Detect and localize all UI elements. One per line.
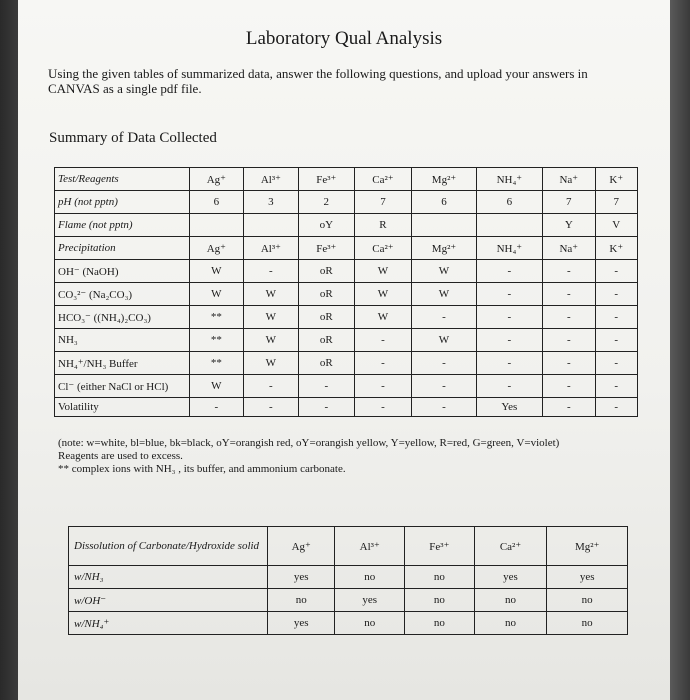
row-label: pH (not pptn) <box>55 191 190 214</box>
table-cell: Fe³⁺ <box>299 168 354 191</box>
table-cell: K⁺ <box>595 168 638 191</box>
table-cell: oR <box>299 260 354 283</box>
table-cell: Ca²⁺ <box>474 527 547 566</box>
table-cell <box>190 214 244 237</box>
table-cell: 6 <box>190 191 244 214</box>
table-cell: - <box>476 329 543 352</box>
table-cell: - <box>243 260 298 283</box>
table-row <box>55 375 638 398</box>
table-cell: no <box>268 589 335 612</box>
table-cell: - <box>476 260 543 283</box>
table-row <box>55 398 638 417</box>
row-label: Test/Reagents <box>55 168 190 191</box>
table-cell: W <box>190 283 244 306</box>
table-cell: oY <box>299 214 354 237</box>
row-label: w/NH₃ <box>69 566 268 589</box>
table-cell: no <box>547 589 628 612</box>
table-cell: - <box>595 260 638 283</box>
row-label: HCO₃⁻ ((NH₄)₂CO₃) <box>55 306 190 329</box>
table-cell: NH₄⁺ <box>476 237 543 260</box>
table-cell: W <box>190 260 244 283</box>
table-cell: Ca²⁺ <box>354 168 412 191</box>
table-cell: Ca²⁺ <box>354 237 412 260</box>
table-cell: - <box>243 375 298 398</box>
table-cell: K⁺ <box>595 237 638 260</box>
table-cell: Mg²⁺ <box>412 237 476 260</box>
table-header-row <box>55 168 638 191</box>
table-cell: - <box>299 375 354 398</box>
table-cell: ** <box>190 306 244 329</box>
table-cell: - <box>412 306 476 329</box>
table-cell: W <box>412 283 476 306</box>
table-cell: - <box>543 352 595 375</box>
row-label: NH₃ <box>55 329 190 352</box>
table-row <box>55 352 638 375</box>
table-cell: Al³⁺ <box>243 168 298 191</box>
table-row <box>69 566 628 589</box>
table-row <box>55 283 638 306</box>
table-cell: Ag⁺ <box>190 168 244 191</box>
table-cell: W <box>243 329 298 352</box>
table-cell: - <box>299 398 354 417</box>
table-cell: no <box>335 612 405 635</box>
table-cell: 6 <box>412 191 476 214</box>
table-cell: no <box>405 566 475 589</box>
table-cell: Y <box>543 214 595 237</box>
row-label: NH₄⁺/NH₃ Buffer <box>55 352 190 375</box>
table-cell: W <box>354 306 412 329</box>
table-cell: no <box>474 612 547 635</box>
table-cell: - <box>354 375 412 398</box>
table-cell: - <box>595 306 638 329</box>
table-cell: R <box>354 214 412 237</box>
table-cell: - <box>476 306 543 329</box>
row-label: w/NH₄⁺ <box>69 612 268 635</box>
table-cell: no <box>474 589 547 612</box>
table-cell: Al³⁺ <box>335 527 405 566</box>
table-cell: no <box>405 589 475 612</box>
table-cell: - <box>595 375 638 398</box>
table-cell: W <box>243 283 298 306</box>
table-row <box>69 612 628 635</box>
table-cell: yes <box>335 589 405 612</box>
table-cell: yes <box>268 612 335 635</box>
table-cell: - <box>543 306 595 329</box>
notes <box>58 437 648 476</box>
table-cell: - <box>476 352 543 375</box>
row-label: Cl⁻ (either NaCl or HCl) <box>55 375 190 398</box>
table-cell: W <box>243 352 298 375</box>
table-row <box>55 191 638 214</box>
table-cell: - <box>595 398 638 417</box>
table-cell: Na⁺ <box>543 237 595 260</box>
table-row <box>55 214 638 237</box>
row-label: Precipitation <box>55 237 190 260</box>
table-cell: - <box>243 398 298 417</box>
table-cell: 6 <box>476 191 543 214</box>
table-cell: Fe³⁺ <box>299 237 354 260</box>
table-row <box>55 237 638 260</box>
table-cell: no <box>405 612 475 635</box>
paper-sheet <box>18 0 670 700</box>
instructions-text: Using the given tables of summarized data, answer the following questions, and upload your answers in CANVAS as a single pdf file. <box>48 66 588 96</box>
table-cell: 2 <box>299 191 354 214</box>
photo-background-right <box>670 0 690 700</box>
table-cell: oR <box>299 283 354 306</box>
table-cell: Mg²⁺ <box>412 168 476 191</box>
table-cell: - <box>412 398 476 417</box>
table-cell: 7 <box>543 191 595 214</box>
complex-ions-note: ** complex ions with NH₃ , its buffer, and ammonium carbonate. <box>58 463 346 475</box>
table-cell: 7 <box>595 191 638 214</box>
row-label: Dissolution of Carbonate/Hydroxide solid <box>69 527 268 566</box>
table-row <box>55 306 638 329</box>
table-cell: yes <box>474 566 547 589</box>
table-cell: - <box>412 352 476 375</box>
table-cell: W <box>354 283 412 306</box>
table-cell: - <box>476 375 543 398</box>
table-cell: oR <box>299 306 354 329</box>
table-cell: - <box>595 283 638 306</box>
table-cell: no <box>547 612 628 635</box>
row-label: OH⁻ (NaOH) <box>55 260 190 283</box>
table-row <box>55 329 638 352</box>
table-cell: 7 <box>354 191 412 214</box>
photo-background-left <box>0 0 18 700</box>
table-cell <box>243 214 298 237</box>
table-cell: oR <box>299 329 354 352</box>
excess-note: Reagents are used to excess. <box>58 450 183 462</box>
table-cell: Mg²⁺ <box>547 527 628 566</box>
row-label: w/OH⁻ <box>69 589 268 612</box>
table-cell: - <box>190 398 244 417</box>
table-cell: W <box>243 306 298 329</box>
table-cell: - <box>595 352 638 375</box>
table-cell: Fe³⁺ <box>405 527 475 566</box>
table-cell: ** <box>190 329 244 352</box>
table-cell: W <box>412 260 476 283</box>
table-cell: oR <box>299 352 354 375</box>
table-cell: yes <box>547 566 628 589</box>
table-cell: - <box>354 352 412 375</box>
table-cell: - <box>354 329 412 352</box>
table-cell: - <box>543 398 595 417</box>
table-cell: - <box>412 375 476 398</box>
table-cell: Yes <box>476 398 543 417</box>
table-cell: Al³⁺ <box>243 237 298 260</box>
row-label: Volatility <box>55 398 190 417</box>
table-cell: W <box>190 375 244 398</box>
table-cell: Ag⁺ <box>268 527 335 566</box>
table-cell: W <box>354 260 412 283</box>
table-cell: - <box>543 283 595 306</box>
table-cell: Ag⁺ <box>190 237 244 260</box>
table-cell: W <box>412 329 476 352</box>
row-label: Flame (not pptn) <box>55 214 190 237</box>
table-cell: 3 <box>243 191 298 214</box>
table-row <box>55 260 638 283</box>
page-title: Laboratory Qual Analysis <box>245 28 443 49</box>
table-row <box>69 589 628 612</box>
row-label: CO₃²⁻ (Na₂CO₃) <box>55 283 190 306</box>
table-cell: Na⁺ <box>543 168 595 191</box>
table-cell: - <box>476 283 543 306</box>
table-cell: - <box>543 375 595 398</box>
table-header-row <box>69 527 628 566</box>
summary-data-table <box>54 167 638 417</box>
table-cell: ** <box>190 352 244 375</box>
table-cell: no <box>335 566 405 589</box>
summary-heading: Summary of Data Collected <box>49 130 217 146</box>
legend-note: (note: w=white, bl=blue, bk=black, oY=orangish red, oY=orangish yellow, Y=yellow, R=red, G=green, V=violet) <box>58 437 560 449</box>
table-cell: - <box>543 329 595 352</box>
table-cell: V <box>595 214 638 237</box>
table-cell: - <box>354 398 412 417</box>
table-cell: NH₄⁺ <box>476 168 543 191</box>
table-cell: - <box>595 329 638 352</box>
table-cell <box>476 214 543 237</box>
dissolution-table <box>68 526 628 635</box>
table-cell <box>412 214 476 237</box>
table-cell: - <box>543 260 595 283</box>
table-cell: yes <box>268 566 335 589</box>
